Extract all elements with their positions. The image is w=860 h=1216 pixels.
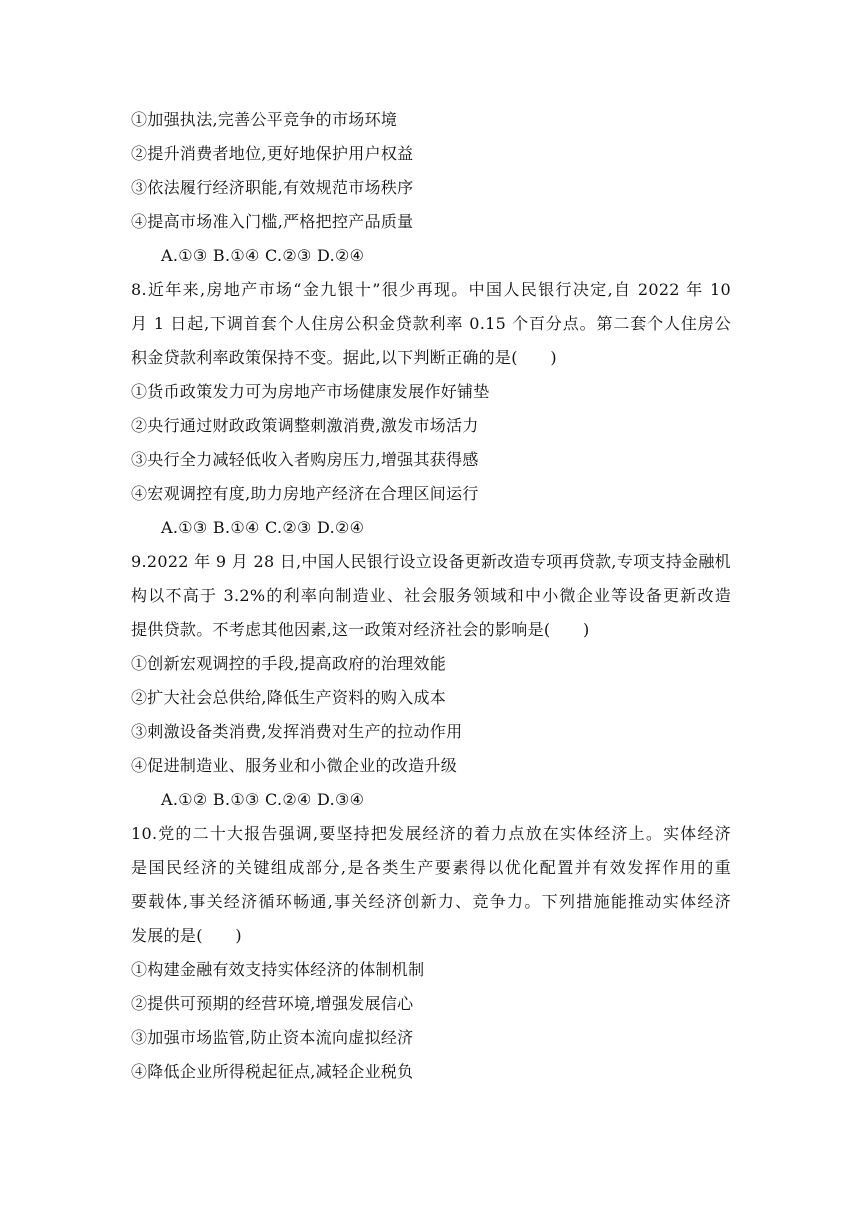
q9-stem-line-3: 提供贷款。不考虑其他因素,这一政策对经济社会的影响是( ) <box>131 620 590 639</box>
q8-option-2: ②央行通过财政政策调整刺激消费,激发市场活力 <box>131 416 479 435</box>
q10-stem-line-2: 是国民经济的关键组成部分,是各类生产要素得以优化配置并有效发挥作用的重 <box>131 858 731 877</box>
q10-option-2: ②提供可预期的经营环境,增强发展信心 <box>131 994 414 1013</box>
q7-option-4: ④提高市场准入门槛,严格把控产品质量 <box>131 212 414 231</box>
q8-option-1: ①货币政策发力可为房地产市场健康发展作好铺垫 <box>131 382 490 401</box>
q10-stem-line-1: 10.党的二十大报告强调,要坚持把发展经济的着力点放在实体经济上。实体经济 <box>131 824 731 843</box>
q9-stem-line-2: 构以不高于 3.2%的利率向制造业、社会服务领域和中小微企业等设备更新改造 <box>131 586 731 605</box>
q10-stem-line-3: 要载体,事关经济循环畅通,事关经济创新力、竞争力。下列措施能推动实体经济 <box>131 892 731 911</box>
q9-answer-choices: A.①② B.①③ C.②④ D.③④ <box>161 790 365 809</box>
q10-option-3: ③加强市场监管,防止资本流向虚拟经济 <box>131 1028 414 1047</box>
q9-option-2: ②扩大社会总供给,降低生产资料的购入成本 <box>131 688 447 707</box>
q8-option-4: ④宏观调控有度,助力房地产经济在合理区间运行 <box>131 484 479 503</box>
q9-option-4: ④促进制造业、服务业和小微企业的改造升级 <box>131 756 458 775</box>
q10-option-1: ①构建金融有效支持实体经济的体制机制 <box>131 960 425 979</box>
q8-option-3: ③央行全力减轻低收入者购房压力,增强其获得感 <box>131 450 479 469</box>
q8-answer-choices: A.①③ B.①④ C.②③ D.②④ <box>161 518 365 537</box>
q9-stem-line-1: 9.2022 年 9 月 28 日,中国人民银行设立设备更新改造专项再贷款,专项支持金融机 <box>131 552 731 571</box>
q7-option-2: ②提升消费者地位,更好地保护用户权益 <box>131 144 414 163</box>
q8-stem-line-2: 月 1 日起,下调首套个人住房公积金贷款利率 0.15 个百分点。第二套个人住房公 <box>131 314 731 333</box>
q9-option-1: ①创新宏观调控的手段,提高政府的治理效能 <box>131 654 447 673</box>
q8-stem-line-3: 积金贷款利率政策保持不变。据此,以下判断正确的是( ) <box>131 348 557 367</box>
q8-stem-line-1: 8.近年来,房地产市场“金九银十”很少再现。中国人民银行决定,自 2022 年 10 <box>131 280 731 299</box>
q7-option-1: ①加强执法,完善公平竞争的市场环境 <box>131 110 398 129</box>
q7-option-3: ③依法履行经济职能,有效规范市场秩序 <box>131 178 414 197</box>
q9-option-3: ③刺激设备类消费,发挥消费对生产的拉动作用 <box>131 722 463 741</box>
q10-stem-line-4: 发展的是( ) <box>131 926 242 945</box>
q7-answer-choices: A.①③ B.①④ C.②③ D.②④ <box>161 246 365 265</box>
q10-option-4: ④降低企业所得税起征点,减轻企业税负 <box>131 1062 414 1081</box>
